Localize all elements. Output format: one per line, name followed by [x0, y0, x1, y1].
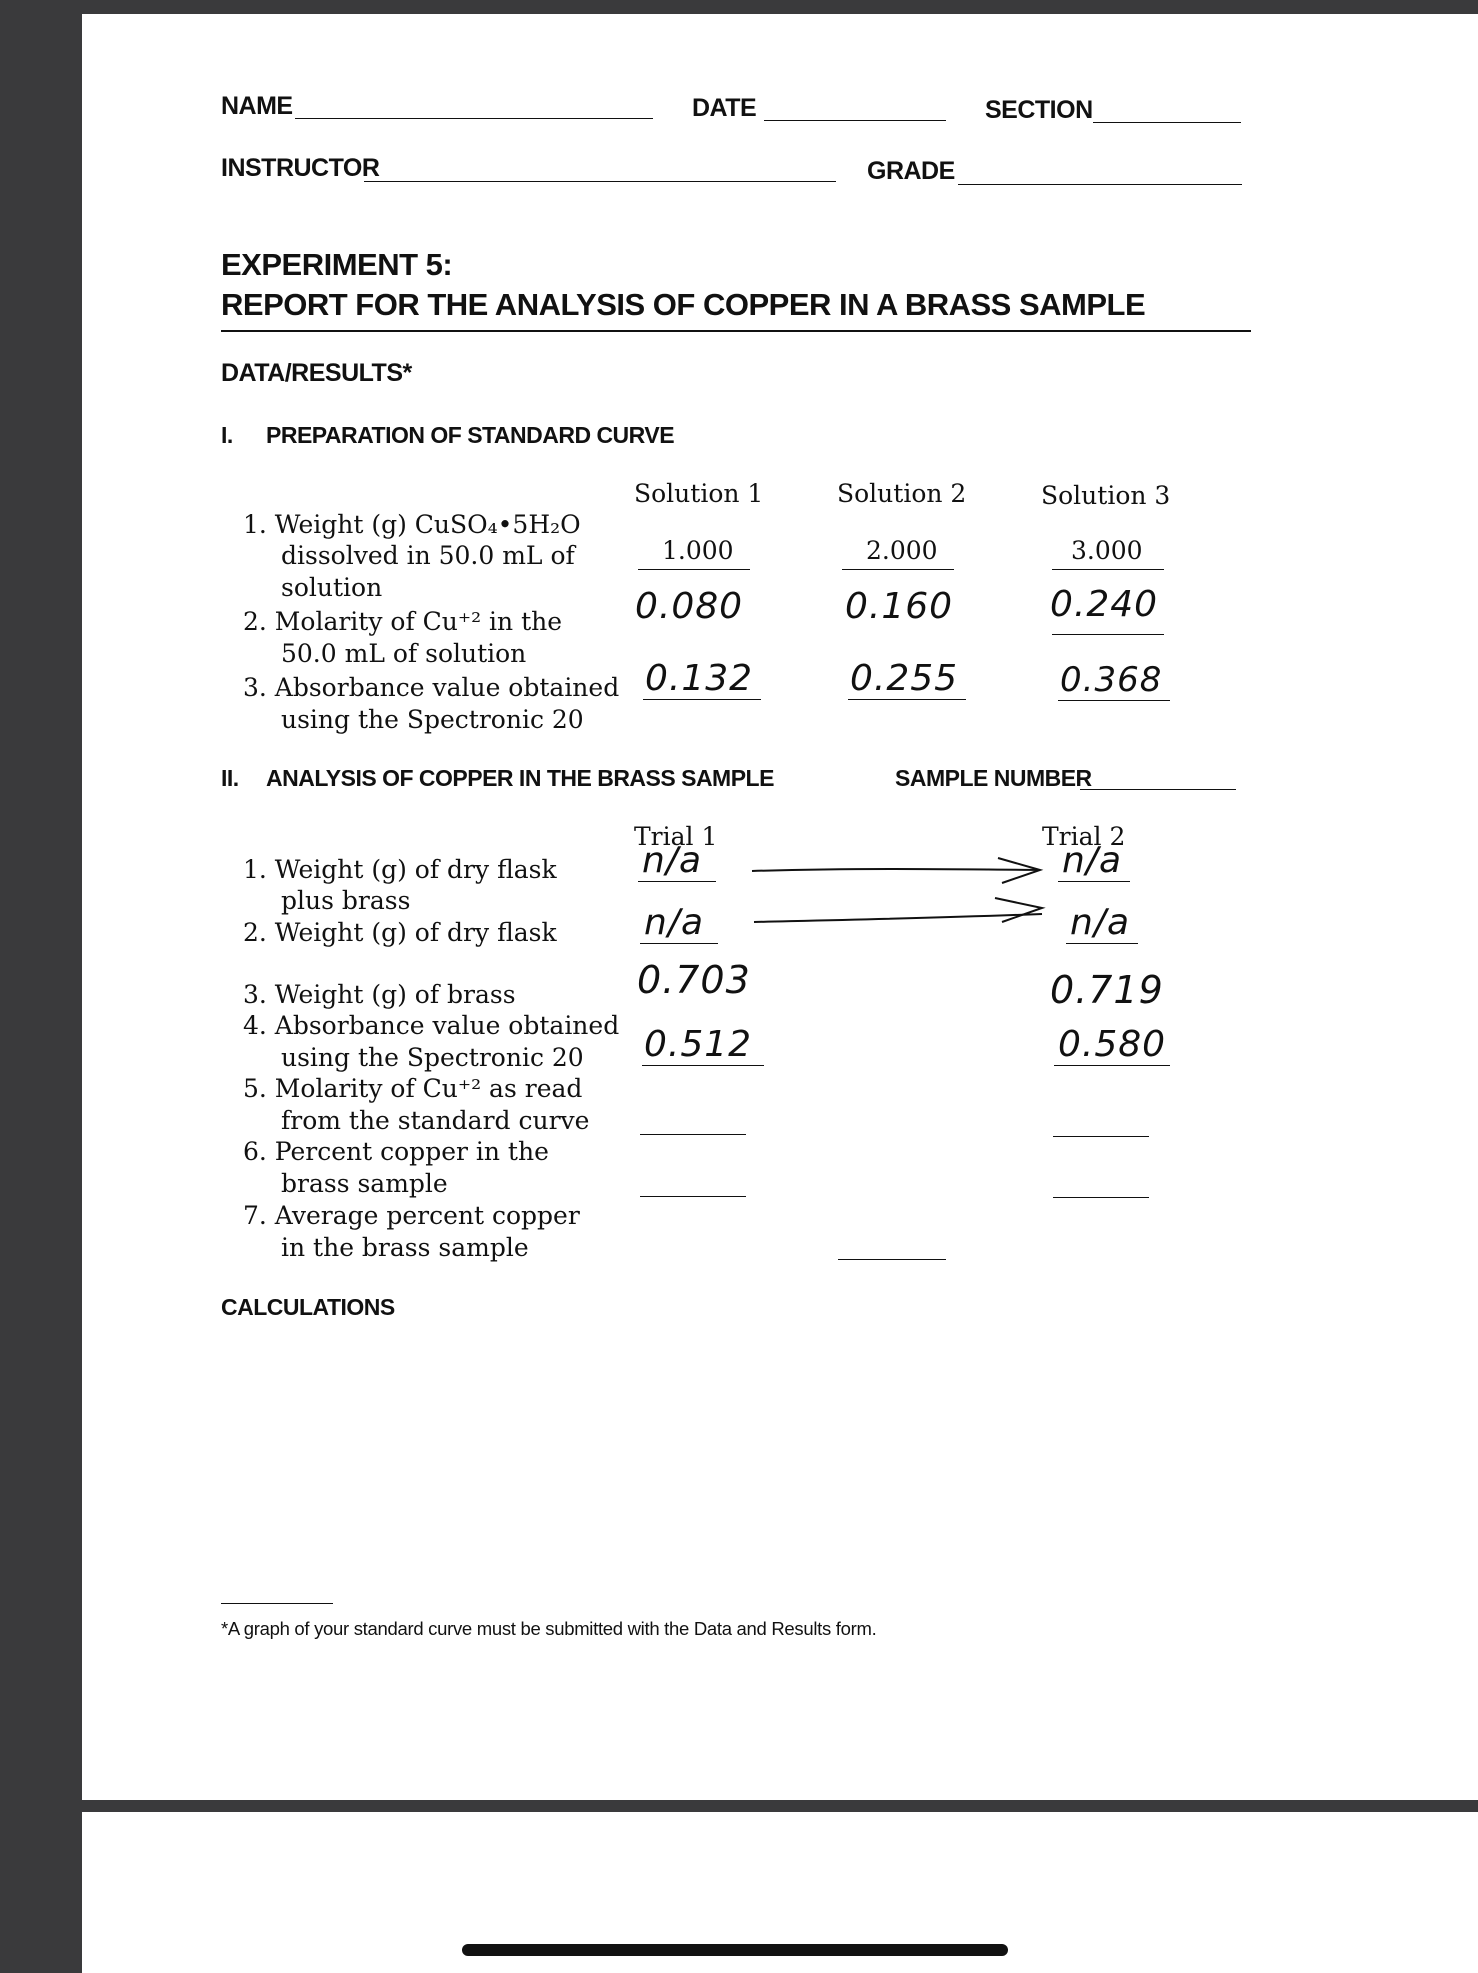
left-margin-bar [0, 0, 82, 1973]
p2-row2-label: 2. Weight (g) of dry flask [243, 918, 557, 947]
part2-numeral: II. [221, 765, 239, 791]
p1-row1-answer-line [638, 569, 750, 570]
p2-row6-label: brass sample [281, 1169, 448, 1198]
p2-row4-trial2-value: 0.580 [1054, 1024, 1170, 1066]
p1-row3-handwritten-value: 0.255 [848, 658, 966, 700]
margin-dot [150, 1871, 152, 1873]
p2-row3-trial2-value: 0.719 [1050, 968, 1164, 1012]
p1-row1-value: 3.000 [1071, 536, 1143, 565]
p2-row2-trial2-value: n/a [1066, 902, 1138, 944]
p2-row6-label: 6. Percent copper in the [243, 1137, 549, 1166]
part1-title: PREPARATION OF STANDARD CURVE [266, 422, 675, 448]
home-indicator[interactable] [462, 1944, 1008, 1956]
p1-row2-label: 2. Molarity of Cu⁺² in the [243, 607, 563, 636]
top-bar [0, 0, 1478, 14]
p2-row5-label: from the standard curve [281, 1106, 590, 1135]
sample-number-label: SAMPLE NUMBER [895, 765, 1092, 791]
p1-row2-handwritten-value: 0.240 [1050, 584, 1159, 625]
p1-row3-handwritten-value: 0.368 [1058, 660, 1170, 701]
p1-row2-handwritten-value: 0.160 [845, 586, 954, 627]
date-field[interactable] [764, 120, 946, 121]
grade-label: GRADE [867, 157, 955, 185]
p2-row4-label: using the Spectronic 20 [281, 1043, 584, 1072]
name-label: NAME [221, 92, 293, 120]
p1-row2-answer-line [1052, 634, 1164, 635]
p1-row3-label: using the Spectronic 20 [281, 705, 584, 734]
p2-row7-label: in the brass sample [281, 1233, 529, 1262]
handwritten-arrows [740, 850, 1070, 930]
p1-row1-value: 2.000 [866, 536, 938, 565]
p1-row1-value: 1.000 [662, 536, 734, 565]
section-label: SECTION [985, 96, 1093, 124]
p1-row1-answer-line [842, 569, 954, 570]
date-label: DATE [692, 94, 757, 122]
p2-row3-label: 3. Weight (g) of brass [243, 980, 516, 1009]
page-divider [82, 1800, 1478, 1812]
p1-row3-label: 3. Absorbance value obtained [243, 673, 620, 702]
p2-row6-trial2-line[interactable] [1053, 1197, 1149, 1198]
p1-row2-handwritten-value: 0.080 [635, 586, 744, 627]
data-results-heading: DATA/RESULTS* [221, 359, 412, 387]
p2-row4-label: 4. Absorbance value obtained [243, 1011, 620, 1040]
footnote: *A graph of your standard curve must be submitted with the Data and Results form. [221, 1618, 877, 1639]
instructor-field[interactable] [364, 181, 836, 182]
part2-title: ANALYSIS OF COPPER IN THE BRASS SAMPLE [266, 765, 774, 791]
p2-row5-label: 5. Molarity of Cu⁺² as read [243, 1074, 583, 1103]
p1-row1-answer-line [1052, 569, 1164, 570]
p2-row5-trial1-line[interactable] [640, 1134, 746, 1135]
solution2-header: Solution 2 [837, 479, 967, 508]
solution3-header: Solution 3 [1041, 481, 1171, 510]
p1-row2-label: 50.0 mL of solution [281, 639, 527, 668]
trial1-header: Trial 1 [634, 822, 718, 851]
name-field[interactable] [295, 118, 653, 119]
experiment-heading: EXPERIMENT 5: [221, 247, 453, 282]
p1-row3-handwritten-value: 0.132 [643, 658, 761, 700]
p1-row1-label: solution [281, 573, 383, 602]
trial2-header: Trial 2 [1042, 822, 1126, 851]
p2-row1-trial1-value: n/a [638, 840, 716, 882]
p1-row1-label: 1. Weight (g) CuSO₄•5H₂O [243, 510, 581, 539]
p2-row7-label: 7. Average percent copper [243, 1201, 580, 1230]
part1-numeral: I. [221, 422, 233, 448]
p2-row1-label: 1. Weight (g) of dry flask [243, 855, 557, 884]
solution1-header: Solution 1 [634, 479, 764, 508]
calculations-heading: CALCULATIONS [221, 1294, 395, 1320]
footnote-rule [221, 1603, 333, 1604]
p2-row3-trial1-value: 0.703 [637, 958, 751, 1002]
sample-number-field[interactable] [1080, 789, 1236, 790]
title-rule [221, 330, 1251, 332]
grade-field[interactable] [958, 184, 1242, 185]
instructor-label: INSTRUCTOR [221, 154, 380, 182]
section-field[interactable] [1093, 122, 1241, 123]
p2-row5-trial2-line[interactable] [1053, 1136, 1149, 1137]
report-title: REPORT FOR THE ANALYSIS OF COPPER IN A BRASS SAMPLE [221, 287, 1146, 322]
margin-mark [122, 1960, 125, 1973]
p2-row4-trial1-value: 0.512 [642, 1024, 764, 1066]
p1-row1-label: dissolved in 50.0 mL of [281, 541, 575, 570]
p2-row2-trial1-value: n/a [640, 902, 718, 944]
p2-row6-trial1-line[interactable] [640, 1196, 746, 1197]
p2-row1-trial2-value: n/a [1058, 840, 1130, 882]
p2-row7-average-line[interactable] [838, 1259, 946, 1260]
p2-row1-label: plus brass [281, 886, 411, 915]
